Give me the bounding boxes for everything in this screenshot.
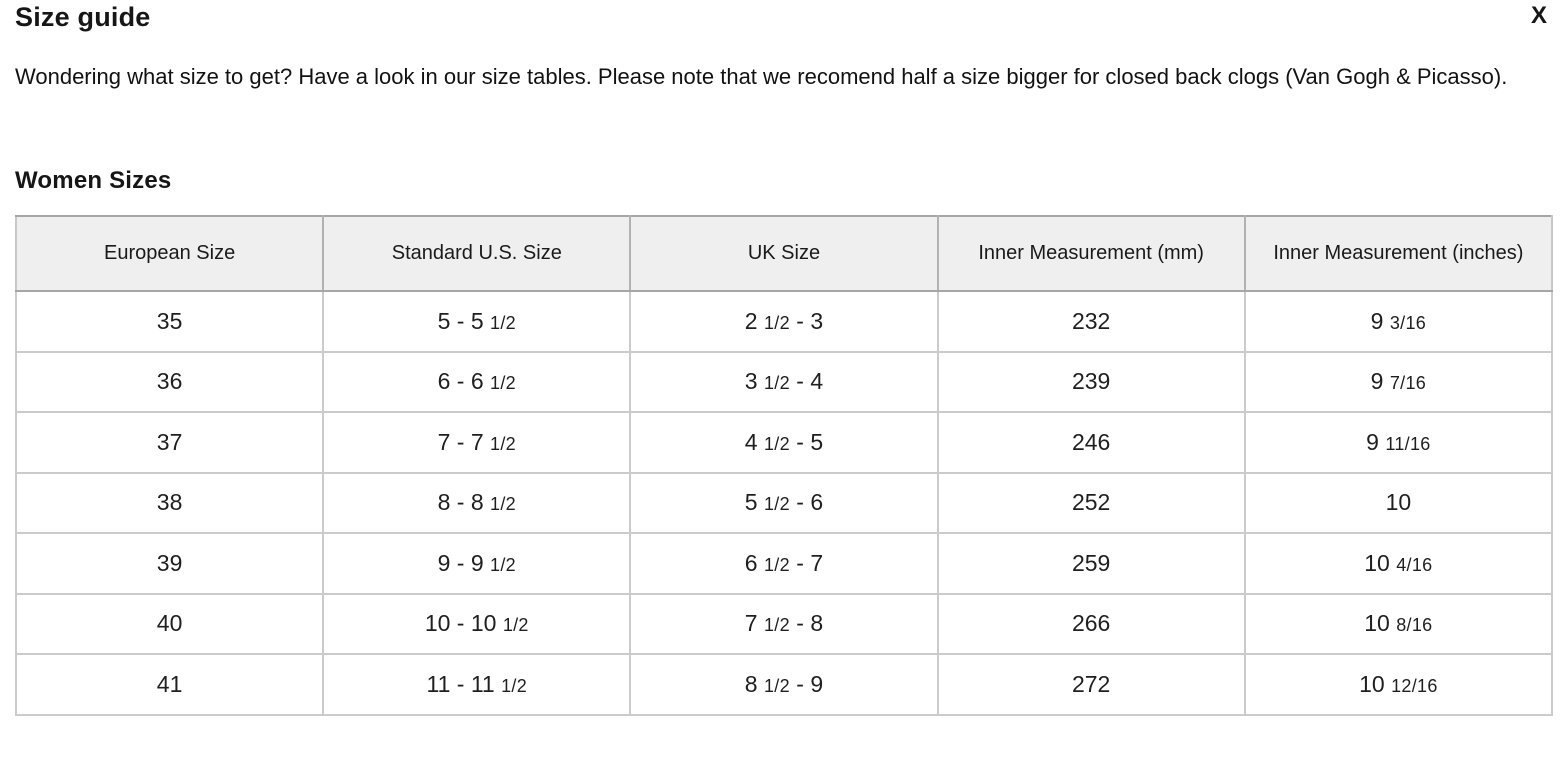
table-cell: 11 - 11 1/2 [323,654,630,715]
fraction-text: 3/16 [1389,312,1427,333]
table-cell: 7 1/2 - 8 [630,594,937,655]
fraction-text: 1/2 [490,373,516,394]
table-cell: 9 - 9 1/2 [323,533,630,594]
fraction-text: 7/16 [1389,373,1427,394]
fraction-text: 1/2 [763,373,790,394]
table-cell: 10 4/16 [1245,533,1552,594]
table-cell: 239 [938,352,1245,413]
table-cell: 259 [938,533,1245,594]
table-row [16,473,1552,534]
fraction-text: 1/2 [490,312,516,333]
column-header: European Size [16,216,323,291]
table-cell: 266 [938,594,1245,655]
page-title: Size guide [15,2,151,32]
size-guide-description: Wondering what size to get? Have a look in our size tables. Please note that we recomend half a size bigger for closed back clogs (Van Gogh & Picasso). [15,64,1508,89]
table-cell: 9 3/16 [1245,291,1552,352]
table-row [16,352,1552,413]
table-cell: 3 1/2 - 4 [630,352,937,413]
table-cell: 10 [1245,473,1552,534]
header-row [16,216,1552,291]
table-cell: 10 - 10 1/2 [323,594,630,655]
fraction-text: 1/2 [490,554,516,575]
table-row [16,594,1552,655]
fraction-text: 1/2 [763,433,790,454]
table-cell: 40 [16,594,323,655]
fraction-text: 1/2 [763,554,790,575]
column-header: Standard U.S. Size [323,216,630,291]
column-header: Inner Measurement (mm) [938,216,1245,291]
table-row [16,533,1552,594]
table-cell: 272 [938,654,1245,715]
table-cell: 10 12/16 [1245,654,1552,715]
fraction-text: 1/2 [490,433,516,454]
table-cell: 4 1/2 - 5 [630,412,937,473]
fraction-text: 11/16 [1385,433,1431,454]
fraction-text: 1/2 [763,312,790,333]
close-button[interactable]: X [1530,2,1547,29]
fraction-text: 4/16 [1396,554,1433,575]
table-cell: 8 - 8 1/2 [323,473,630,534]
table-cell: 252 [938,473,1245,534]
table-cell: 9 7/16 [1245,352,1552,413]
fraction-text: 1/2 [763,615,790,636]
table-cell: 38 [16,473,323,534]
column-header: UK Size [630,216,937,291]
table-cell: 35 [16,291,323,352]
fraction-text: 1/2 [490,494,516,515]
table-cell: 10 8/16 [1245,594,1552,655]
fraction-text: 12/16 [1391,675,1438,696]
fraction-text: 1/2 [763,675,790,696]
table-head [16,216,1552,291]
table-cell: 232 [938,291,1245,352]
table-cell: 246 [938,412,1245,473]
modal-header [15,2,1547,33]
table-cell: 37 [16,412,323,473]
fraction-text: 1/2 [501,675,528,696]
fraction-text: 1/2 [502,615,529,636]
table-row [16,412,1552,473]
table-body [16,291,1552,715]
table-cell: 2 1/2 - 3 [630,291,937,352]
table-cell: 41 [16,654,323,715]
table-cell: 5 - 5 1/2 [323,291,630,352]
table-cell: 36 [16,352,323,413]
table-cell: 8 1/2 - 9 [630,654,937,715]
table-cell: 9 11/16 [1245,412,1552,473]
table-cell: 6 1/2 - 7 [630,533,937,594]
table-row [16,654,1552,715]
table-cell: 7 - 7 1/2 [323,412,630,473]
women-sizes-table [15,215,1553,716]
table-cell: 39 [16,533,323,594]
column-header: Inner Measurement (inches) [1245,216,1552,291]
women-sizes-heading: Women Sizes [15,167,172,194]
fraction-text: 1/2 [763,494,790,515]
table-cell: 6 - 6 1/2 [323,352,630,413]
fraction-text: 8/16 [1396,615,1433,636]
table-row [16,291,1552,352]
table-cell: 5 1/2 - 6 [630,473,937,534]
